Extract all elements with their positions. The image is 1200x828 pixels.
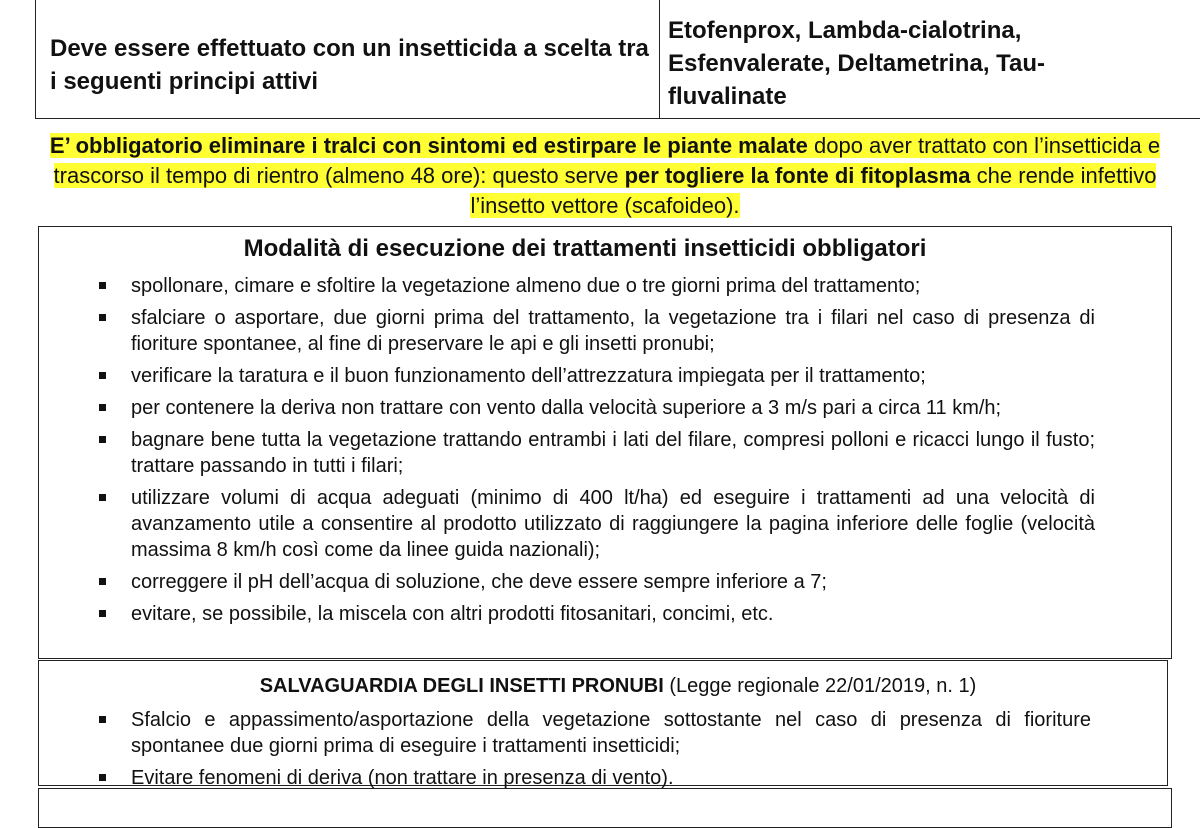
notice-highlight: [50, 133, 1160, 218]
list-item-text: correggere il pH dell’acqua di soluzione, che deve essere sempre inferiore a 7;: [131, 571, 827, 593]
table-cell-active-ingredients: Etofenprox, Lambda-cialotrina, Esfenvalerate, Deltametrina, Tau- fluvalinate: [668, 17, 1046, 110]
notice-text-2: che rende infettivo l’insetto vettore (scafoideo).: [470, 163, 1157, 218]
list-item-text: Sfalcio e appassimento/asportazione della vegetazione sottostante nel caso di presenza di fioriture spontanee due giorni prima di eseguire i trattamenti insetticidi;: [131, 709, 1091, 757]
salvaguardia-section: [38, 660, 1168, 789]
list-item-text: per contenere la deriva non trattare con vento dalla velocità superiore a 3 m/s pari a circa 11 km/h;: [131, 397, 1002, 419]
list-item-text: bagnare bene tutta la vegetazione trattando entrambi i lati del filare, compresi polloni e ricacci lungo il fusto; trattare passando in tutti i filari;: [131, 429, 1095, 477]
bullet-square-icon: [99, 372, 106, 379]
list-item: [39, 363, 1171, 389]
principi-attivi-table: [35, 0, 1200, 119]
bullet-square-icon: [99, 610, 106, 617]
list-item-text: utilizzare volumi di acqua adeguati (minimo di 400 lt/ha) ed eseguire i trattamenti ad una velocità di avanzamento utile a consentire al prodotto utilizzato di raggiungere la pagina inferiore delle foglie (velocità massima 8 km/h così come da linee guida nazionali);: [131, 487, 1095, 561]
bullet-square-icon: [99, 494, 106, 501]
modalita-section: [38, 226, 1172, 659]
list-item-text: evitare, se possibile, la miscela con altri prodotti fitosanitari, concimi, etc.: [131, 603, 774, 625]
bullet-square-icon: [99, 404, 106, 411]
modalita-list: [39, 273, 1171, 627]
list-item-text: Evitare fenomeni di deriva (non trattare in presenza di vento).: [131, 767, 674, 789]
list-item: [39, 569, 1171, 595]
bullet-square-icon: [99, 314, 106, 321]
list-item-text: spollonare, cimare e sfoltire la vegetazione almeno due o tre giorni prima del trattamento;: [131, 275, 921, 297]
notice-text-1: dopo aver trattato con l’insetticida e trascorso il tempo di rientro (almeno 48 ore): questo serve: [53, 133, 1161, 188]
list-item-text: verificare la taratura e il buon funzionamento dell’attrezzatura impiegata per il trattamento;: [131, 365, 926, 387]
list-item-text: sfalciare o asportare, due giorni prima del trattamento, la vegetazione tra i filari nel caso di presenza di fioriture spontanee, al fine di preservare le api e gli insetti pronubi;: [131, 307, 1095, 355]
bullet-square-icon: [99, 774, 106, 781]
salvaguardia-title: [69, 673, 1167, 699]
bullet-square-icon: [99, 282, 106, 289]
list-item: [39, 485, 1171, 563]
mandatory-notice: [30, 131, 1180, 221]
list-item: [39, 395, 1171, 421]
bullet-square-icon: [99, 436, 106, 443]
notice-bold-2: per togliere la fonte di fitoplasma: [624, 163, 971, 188]
notice-bold-1: E’ obbligatorio eliminare i tralci con sintomi ed estirpare le piante malate: [49, 133, 808, 158]
list-item: [39, 305, 1171, 357]
modalita-title: Modalità di esecuzione dei trattamenti insetticidi obbligatori: [243, 235, 927, 262]
salvaguardia-title-bold: SALVAGUARDIA DEGLI INSETTI PRONUBI: [259, 675, 664, 697]
table-cell-requirement: Deve essere effettuato con un insetticida a scelta tra i seguenti principi attivi: [36, 0, 660, 118]
bullet-square-icon: [99, 578, 106, 585]
list-item: [39, 273, 1171, 299]
bullet-square-icon: [99, 716, 106, 723]
list-item: [39, 601, 1171, 627]
salvaguardia-title-law: (Legge regionale 22/01/2019, n. 1): [663, 675, 977, 697]
next-section-box: [38, 788, 1172, 828]
list-item: [39, 707, 1167, 759]
list-item: [39, 427, 1171, 479]
salvaguardia-list: [39, 707, 1167, 791]
